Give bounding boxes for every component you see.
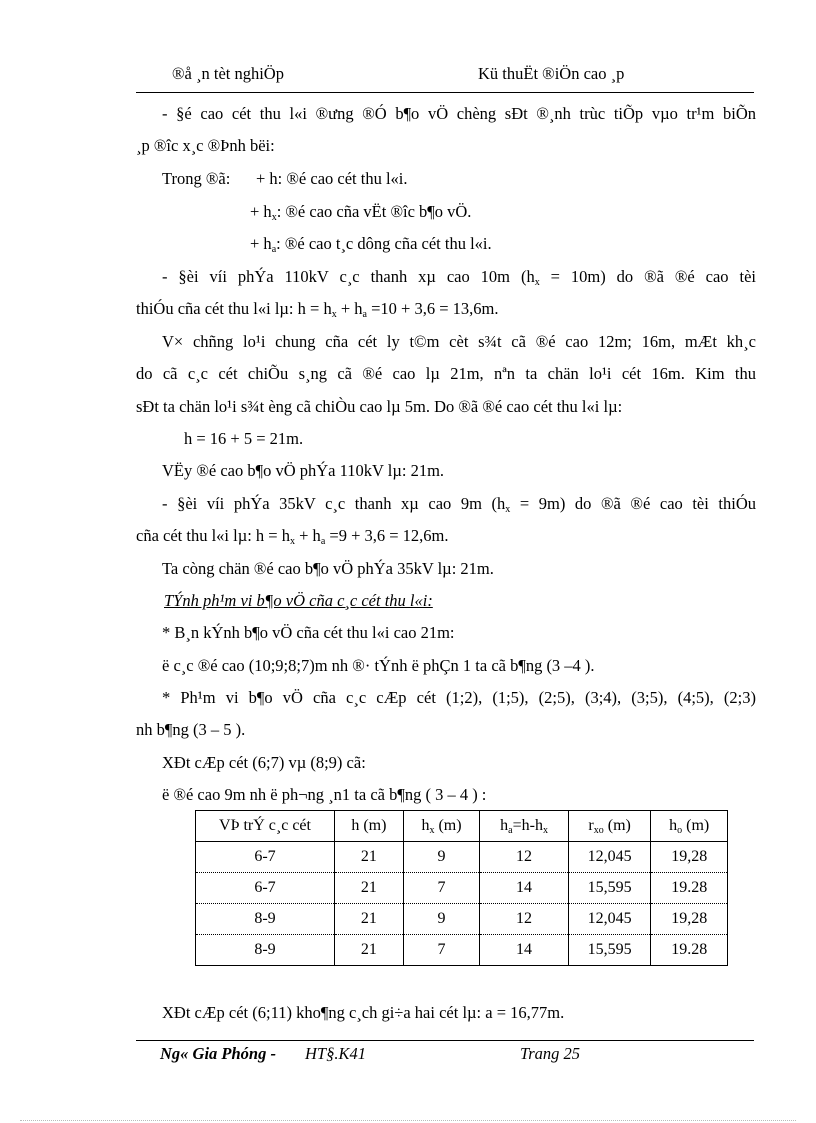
footer-rule xyxy=(136,1040,754,1041)
table-cell: 6-7 xyxy=(196,842,335,873)
table-cell: 21 xyxy=(335,904,404,935)
footer-class-code: HT§.K41 xyxy=(305,1044,366,1063)
table-cell: 9 xyxy=(403,904,480,935)
header-left: ®å ¸n tèt nghiÖp xyxy=(172,64,284,83)
table-cell: 14 xyxy=(480,873,569,904)
col-header-ho: $h_o$ (m) xyxy=(651,811,728,842)
para-6-line-2: cña cét thu l«i lµ: $h = h_x + h_a =9 + 3,6 = 12,6m$. xyxy=(136,526,449,547)
table-cell: 19.28 xyxy=(651,873,728,904)
para-12: ë ®é cao 9m nh ë ph¬ng ¸n1 ta cã b¶ng ( 3 – 4 ) : xyxy=(162,785,487,804)
para-3-line-2: thiÓu cña cét thu l«i lµ: $h = h_x + h_a =10 + 3,6 = 13,6m$. xyxy=(136,299,499,320)
col-header-h: h (m) xyxy=(335,811,404,842)
col-header-hx: $h_x$ (m) xyxy=(403,811,480,842)
footer-page-number: Trang 25 xyxy=(520,1044,581,1063)
para-8: * B¸n kÝnh b¶o vÖ cña cét thu l«i cao 21m: xyxy=(162,623,455,642)
para-6-line-1: - §èi víi phÝa 35kV c¸c thanh xµ cao 9m $(h_x = 9m)$ do ®ã ®é cao tèi thiÓu xyxy=(162,494,757,515)
section-title: TÝnh ph¹m vi b¶o vÖ cña c¸c cét thu l«i: xyxy=(164,591,433,610)
table-cell: 12 xyxy=(480,904,569,935)
para-4-line-1: V× chñng lo¹i chung cña cét ly t©m cèt s¾t cã ®é cao 12m; 16m, mÆt kh¸c xyxy=(162,332,756,351)
table-row xyxy=(196,935,728,966)
table-cell: 12,045 xyxy=(568,842,651,873)
para-4-line-3: sÐt ta chän lo¹i s¾t èng cã chiÒu cao lµ 5m. Do ®ã ®é cao cét thu l«i lµ: xyxy=(136,397,623,416)
header-rule xyxy=(136,92,754,93)
table-cell: 9 xyxy=(403,842,480,873)
table-cell: 19,28 xyxy=(651,904,728,935)
table-cell: 6-7 xyxy=(196,873,335,904)
para-10-line-2: nh b¶ng (3 – 5 ). xyxy=(136,720,246,739)
para-13: XÐt cÆp cét (6;11) kho¶ng c¸ch gi÷a hai cét lµ: a = 16,77m. xyxy=(162,1003,565,1022)
table-cell: 7 xyxy=(403,873,480,904)
para-10-line-1: * Ph¹m vi b¶o vÖ cña c¸c cÆp cét (1;2), (1;5), (2;5), (3;4), (3;5), (4;5), (2;3) xyxy=(162,688,756,707)
table-cell: 7 xyxy=(403,935,480,966)
para-2-lead: Trong ®ã: xyxy=(162,169,231,188)
col-header-ha: $h_a=h-h_x$ xyxy=(480,811,569,842)
table-cell: 19.28 xyxy=(651,935,728,966)
para-5: VËy ®é cao b¶o vÖ phÝa 110kV lµ: 21m. xyxy=(162,461,445,480)
col-header-position: VÞ trÝ c¸c cét xyxy=(196,811,335,842)
table-cell: 21 xyxy=(335,935,404,966)
table-cell: 15,595 xyxy=(568,873,651,904)
table-cell: 8-9 xyxy=(196,935,335,966)
table-cell: 21 xyxy=(335,842,404,873)
table-cell: 8-9 xyxy=(196,904,335,935)
table-row xyxy=(196,873,728,904)
page-bottom-edge xyxy=(20,1120,796,1121)
para-2-c: + $h_a$: ®é cao t¸c dông cña cét thu l«i. xyxy=(250,234,492,255)
para-1-line-2: ¸p ®îc x¸c ®Þnh bëi: xyxy=(136,136,275,155)
table-cell: 12 xyxy=(480,842,569,873)
table-header-row xyxy=(196,811,728,842)
protection-table xyxy=(195,810,728,966)
table-cell: 21 xyxy=(335,873,404,904)
table-row xyxy=(196,842,728,873)
table-cell: 15,595 xyxy=(568,935,651,966)
table-row xyxy=(196,904,728,935)
col-header-rxo: $r_{xo}$ (m) xyxy=(568,811,651,842)
para-7: Ta còng chän ®é cao b¶o vÖ phÝa 35kV lµ: 21m. xyxy=(162,559,494,578)
header-right: Kü thuËt ®iÖn cao ¸p xyxy=(478,64,625,83)
para-11: XÐt cÆp cét (6;7) vµ (8;9) cã: xyxy=(162,753,366,772)
formula-height: h = 16 + 5 = 21m. xyxy=(184,429,304,448)
para-9: ë c¸c ®é cao (10;9;8;7)m nh ®· tÝnh ë phÇn 1 ta cã b¶ng (3 –4 ). xyxy=(162,656,595,675)
para-3-line-1: - §èi víi phÝa 110kV c¸c thanh xµ cao 10m $(h_x = 10m)$ do ®ã ®é cao tèi xyxy=(162,267,756,288)
para-2-b: + $h_x$: ®é cao cña vËt ®îc b¶o vÖ. xyxy=(250,202,472,223)
table-cell: 12,045 xyxy=(568,904,651,935)
table-cell: 19,28 xyxy=(651,842,728,873)
para-1-line-1: - §é cao cét thu l«i ®ưng ®Ó b¶o vÖ chèng sÐt ®¸nh trùc tiÕp vµo tr¹m biÕn xyxy=(162,104,756,123)
para-4-line-2: do cã c¸c cét chiÕu s¸ng cã ®é cao lµ 21m, nªn ta chän lo¹i cét 16m. Kim thu xyxy=(136,364,756,383)
footer-author: Ng« Gia Phóng - xyxy=(160,1044,276,1063)
table-cell: 14 xyxy=(480,935,569,966)
para-2-a: + h: ®é cao cét thu l«i. xyxy=(256,169,408,188)
